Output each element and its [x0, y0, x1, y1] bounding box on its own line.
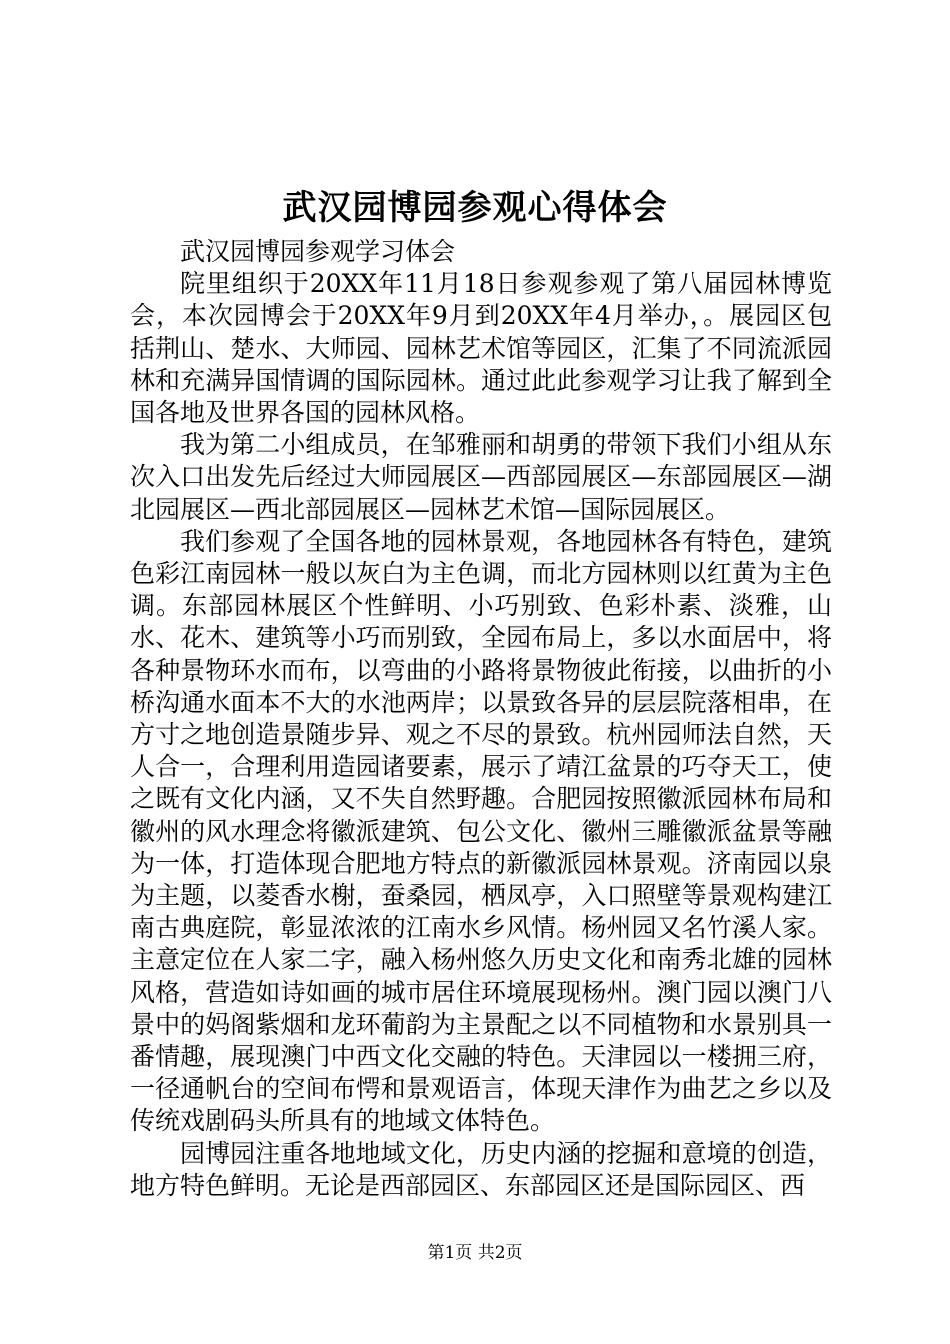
paragraph-1: 院里组织于20XX年11月18日参观参观了第八届园林博览会，本次园博会于20XX年9月到20XX年4月举办，。展园区包括荆山、楚水、大师园、园林艺术馆等园区，汇集了不同流派园林和充满异国情调的国际园林。通过此此参观学习让我了解到全国各地及世界各国的园林风格。	[130, 269, 832, 428]
page-footer: 第1页 共2页	[427, 1243, 523, 1263]
document-body	[130, 236, 832, 1202]
paragraph-4: 园博园注重各地地域文化，历史内涵的挖掘和意境的创造，地方特色鲜明。无论是西部园区、东部园区还是国际园区、西	[130, 1138, 832, 1200]
document-subtitle: 武汉园博园参观学习体会	[180, 237, 456, 266]
paragraph-3: 我们参观了全国各地的园林景观，各地园林各有特色，建筑色彩江南园林一般以灰白为主色调，而北方园林则以红黄为主色调。东部园林展区个性鲜明、小巧别致、色彩朴素、淡雅，山水、花木、建筑等小巧而别致，全园布局上，多以水面居中，将各种景物环水而布，以弯曲的小路将景物彼此衔接，以曲折的小桥沟通水面本不大的水池两岸；以景致各异的层层院落相串，在方寸之地创造景随步异、观之不尽的景致。杭州园师法自然，天人合一，合理利用造园诸要素，展示了靖江盆景的巧夺天工，使之既有文化内涵，又不失自然野趣。合肥园按照徽派园林布局和徽州的风水理念将徽派建筑、包公文化、徽州三雕徽派盆景等融为一体，打造体现合肥地方特点的新徽派园林景观。济南园以泉为主题，以菱香水榭，蚕桑园，栖凤亭，入口照壁等景观构建江南古典庭院，彰显浓浓的江南水乡风情。杨州园又名竹溪人家。主意定位在人家二字，融入杨州悠久历史文化和南秀北雄的园林风格，营造如诗如画的城市居住环境展现杨州。澳门园以澳门八景中的妈阁紫烟和龙环葡韵为主景配之以不同植物和水景别具一番情趣，展现澳门中西文化交融的特色。天津园以一楼拥三府，一径通帆台的空间布愕和景观语言，体现天津作为曲艺之乡以及传统戏剧码头所具有的地域文体特色。	[130, 526, 832, 1136]
paragraph-2: 我为第二小组成员，在邹雅丽和胡勇的带领下我们小组从东次入口出发先后经过大师园展区—西部园展区—东部园展区—湖北园展区—西北部园展区—园林艺术馆—国际园展区。	[130, 430, 832, 524]
document-title: 武汉园博园参观心得体会	[282, 188, 668, 228]
